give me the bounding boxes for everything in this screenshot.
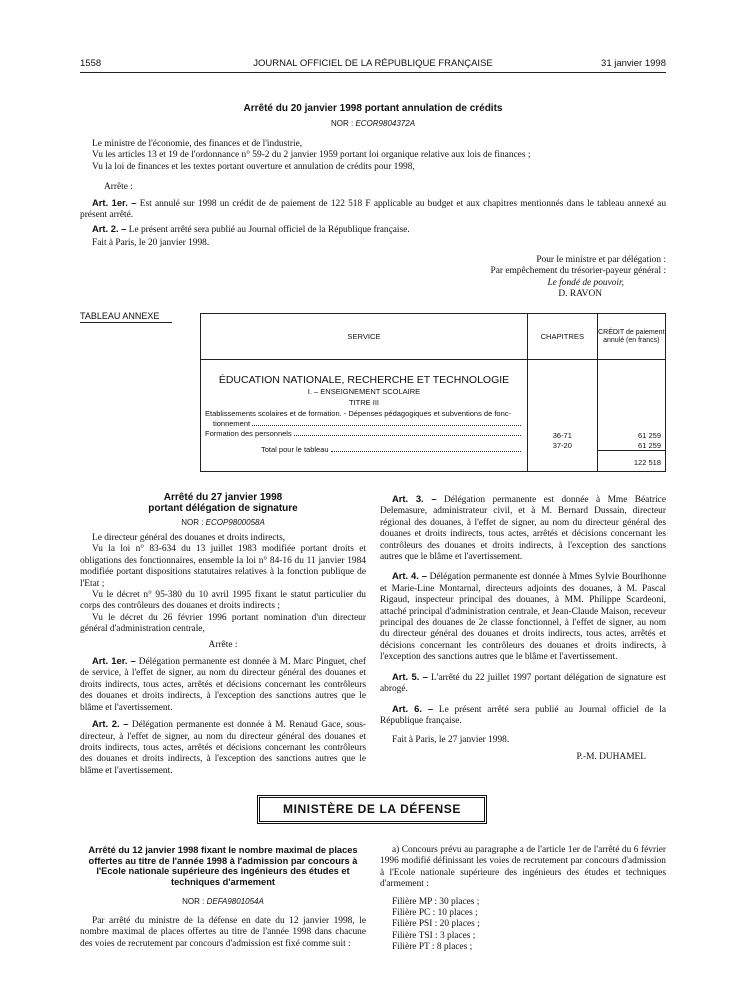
annex-ministry: ÉDUCATION NATIONALE, RECHERCHE ET TECHNOLOGIE [218, 374, 510, 386]
page-header [80, 58, 666, 73]
decree2-left-column: Le directeur général des douanes et droits indirects, Vu la loi n° 83-634 du 13 juillet 1983 modifiée portant droits et obligations des fonctionnaires, ensemble la loi n° 84-16 du 11 janvier 1984 modifiée portant dispositions statutaires relatives à la fonction publique de l'Etat ; Vu le décret n° 95-380 du 10 avril 1995 fixant le statut particulier du corps des contrôleurs des douanes et droits indirects ; Vu le décret du 26 février 1996 portant nomination d'un directeur général d'administration centrale, Arrête : Art. 1er. – Délégation permanente est donnée à M. Marc Pinguet, chef de service, à l'effet de signer, au nom du directeur général des douanes et droits indirects, tous actes, arrêtés et décisions concernant les contrôleurs des douanes et droits indirects, à l'exception des sanctions autres que le blâme et l'avertissement. Art. 2. – Délégation permanente est donnée à M. Renaud Gace, sous-directeur, à l'effet de signer, au nom du directeur général des douanes et droits indirects, tous actes, arrêtés et décisions concernant les contrôleurs des douanes et droits indirects, à l'exception des sanctions autres que le blâme et l'avertissement. [80, 533, 367, 776]
decree2-title: Arrêté du 27 janvier 1998 portant délégation de signature [148, 492, 298, 514]
decree3-nor: NOR : DEFA9801054A [182, 897, 264, 906]
filiere-tsi: Filière TSI : 3 places ; [392, 930, 476, 941]
ministry-banner: MINISTÈRE DE LA DÉFENSE [257, 795, 487, 824]
decree1-intro: Le ministre de l'économie, des finances et de l'industrie, Vu les articles 13 et 19 de l'ordonnance n° 59-2 du 2 janvier 1959 portant loi organique relative aux lois de finances ; Vu la loi de finances et les textes portant ouverture et annulation de crédits pour 1998, [92, 139, 531, 172]
decree1-signature: Pour le ministre et par délégation : Par empêchement du trésorier-payeur général : Le fondé de pouvoir, D. RAVON [490, 255, 666, 300]
annex-total-label: Total pour le tableau [205, 445, 523, 455]
decree3-para-a: a) Concours prévu au paragraphe a de l'article 1er de l'arrêté du 6 février 1996 modifié définissant les voies de recrutement par concours d'admission à l'Ecole nationale supérieure des ingénieurs des études et techniques d'armement : [380, 845, 666, 890]
decree1-title: Arrêté du 20 janvier 1998 portant annulation de crédits [243, 103, 503, 114]
decree1-nor: NOR : ECOR9804372A [330, 119, 416, 128]
annex-table [200, 313, 666, 472]
annex-label: TABLEAU ANNEXE [80, 311, 172, 323]
decree1-art2: Art. 2. – Le présent arrêté sera publié au Journal officiel de la République française. [92, 223, 410, 235]
filiere-mp: Filière MP : 30 places ; [392, 896, 480, 907]
decree2-nor: NOR : ECOP9800058A [181, 518, 265, 527]
col-chapitres: CHAPITRES [528, 314, 598, 360]
filiere-pt: Filière PT : 8 places ; [392, 942, 473, 953]
annex-titre: TITRE III [349, 398, 379, 407]
issue-date: 31 janvier 1998 [601, 58, 666, 69]
page-number: 1558 [80, 58, 102, 69]
filiere-psi: Filière PSI : 20 places ; [392, 919, 480, 930]
total-credit: 122 518 [633, 458, 661, 467]
row2-credit: 61 259 [638, 441, 661, 450]
row2-chapitre: 37-20 [552, 441, 572, 450]
annex-row1-label: Etablissements scolaires et de formation. - Dépenses pédagogiques et subventions de fonc- tionnement Formation des personnels [205, 409, 523, 439]
row1-credit: 61 259 [638, 431, 661, 440]
decree2-right-column: Art. 3. – Délégation permanente est donnée à Mme Béatrice Delemasure, administrateur civil, et à M. Bernard Dussain, directeur régional des douanes, à l'effet de signer, au nom du directeur général des douanes et droits indirects, tous actes, arrêtés et décisions concernant les contrôleurs des douanes et droits indirects, à l'exception des sanctions autres que le blâme et l'avertissement. Art. 4. – Délégation permanente est donnée à Mmes Sylvie Bourlhonne et Marie-Line Montarnal, directeurs adjoints des douanes, à M. Pascal Rigaud, inspecteur principal des douanes, à MM. Philippe Scardeoni, attaché principal d'administration centrale, et Jean-Claude Maison, receveur principal des douanes de 2e classe fonctionnel, à l'effet de signer, au nom du directeur général des douanes et droits indirects, tous actes, arrêtés et décisions concernant les contrôleurs des douanes et droits indirects, à l'exception des sanctions autres que le blâme et l'avertissement. Art. 5. – L'arrêté du 22 juillet 1997 portant délégation de signature est abrogé. Art. 6. – Le présent arrêté sera publié au Journal officiel de la République française. Fait à Paris, le 27 janvier 1998. P.-M. DUHAMEL [380, 493, 667, 762]
col-credit: CRÉDIT de paiement annulé (en francs) [597, 314, 665, 360]
journal-title: JOURNAL OFFICIEL DE LA RÉPUBLIQUE FRANÇAISE [253, 58, 493, 69]
decree1-done: Fait à Paris, le 20 janvier 1998. [92, 238, 210, 248]
annex-section: I. – ENSEIGNEMENT SCOLAIRE [307, 387, 421, 396]
filiere-pc: Filière PC : 10 places ; [392, 908, 478, 919]
decree1-art1: Art. 1er. – Est annulé sur 1998 un crédit de de paiement de 122 518 F applicable au budget et aux chapitres mentionnés dans le tableau annexé au présent arrêté. [80, 197, 667, 221]
row1-chapitre: 36-71 [552, 431, 572, 440]
decree3-intro: Par arrêté du ministre de la défense en date du 12 janvier 1998, le nombre maximal de places offertes au titre de l'année 1998 dans chacune des voies de recrutement par concours d'admission est fixé comme suit : [80, 916, 366, 949]
col-service: SERVICE [201, 314, 528, 360]
decree3-title: Arrêté du 12 janvier 1998 fixant le nombre maximal de places offertes au titre de l'année 1998 à l'admission par concours à l'Ecole nationale supérieure des ingénieurs des études et techniques d'armement [88, 845, 358, 887]
decree3-right-column [380, 845, 666, 954]
decree1-arrete: Arrête : [104, 182, 133, 192]
